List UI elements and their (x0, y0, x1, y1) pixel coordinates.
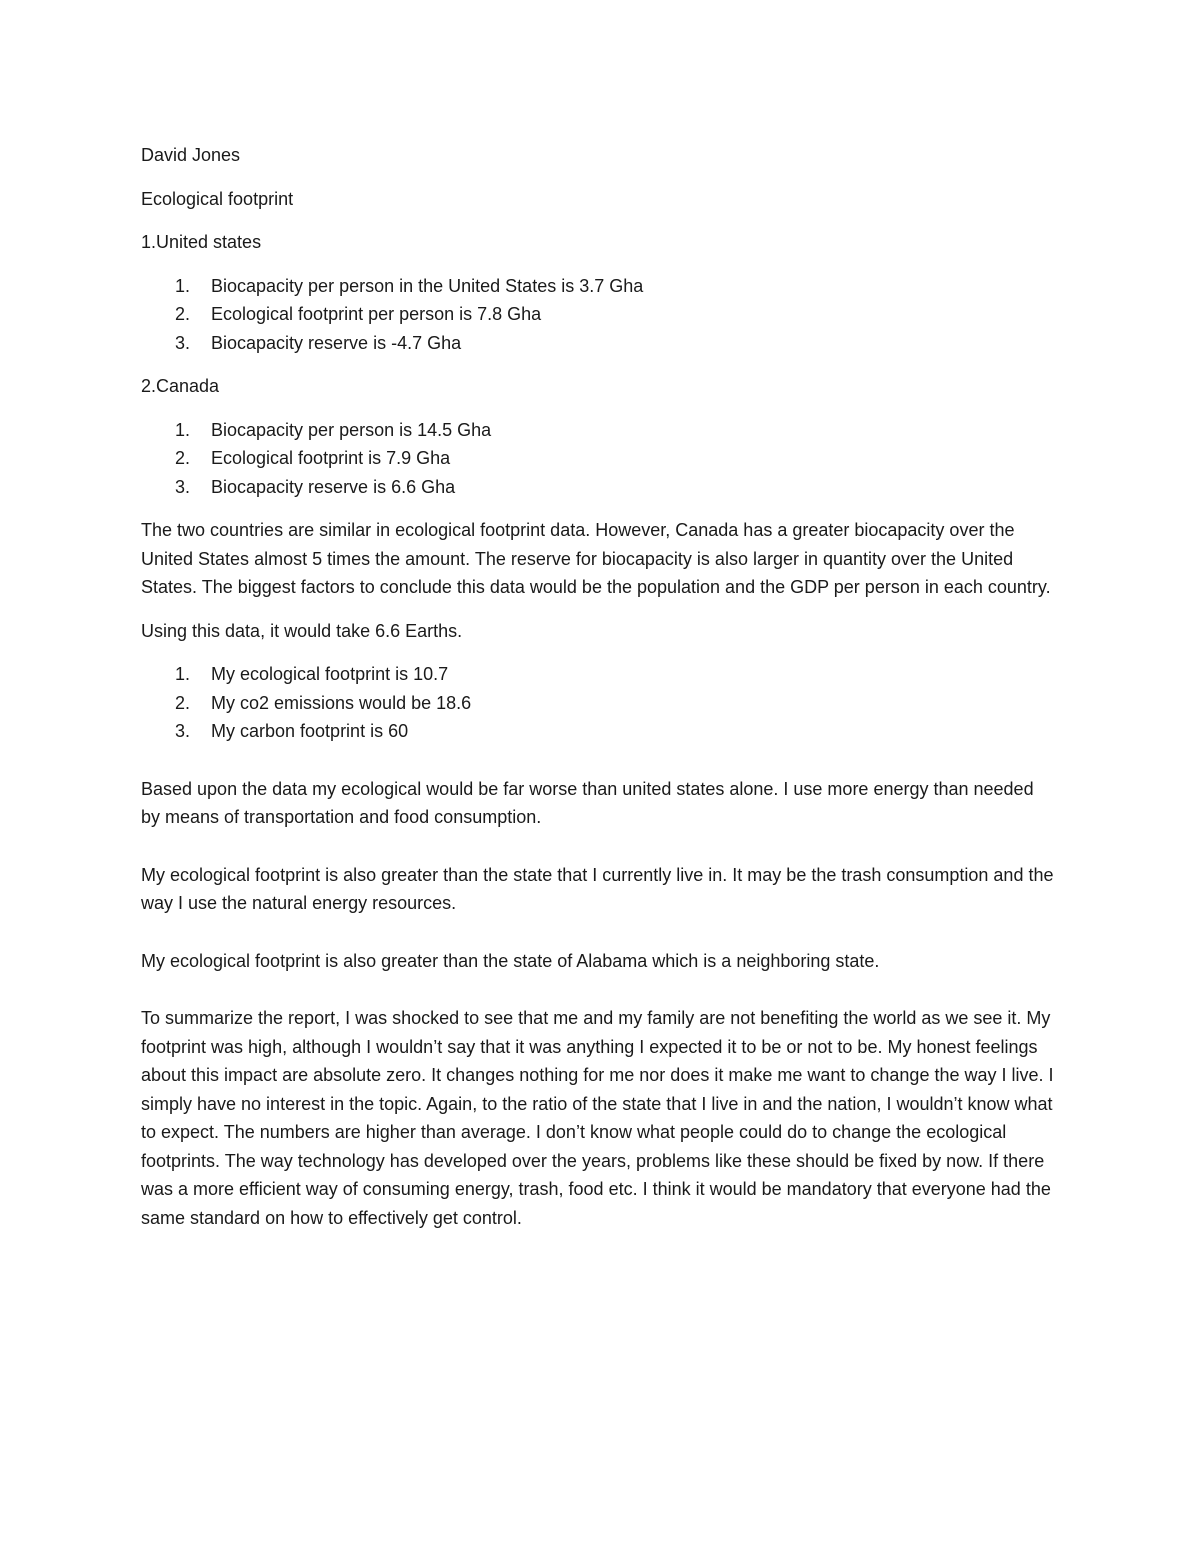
list-item-text: Biocapacity reserve is -4.7 Gha (211, 332, 462, 353)
list-item (141, 473, 1056, 502)
list-number: 3. (175, 332, 191, 353)
list-number: 2. (175, 448, 191, 468)
paragraph-state-comparison: My ecological footprint is also greater than the state that I currently live in. It may be the trash consumption and the way I use the natural energy resources. (141, 864, 1054, 913)
list-item (141, 416, 1056, 445)
list-item (141, 689, 1056, 718)
list-number: 3. (175, 721, 191, 741)
document-body (141, 141, 1056, 1247)
list-number: 1. (175, 275, 191, 296)
list-item (141, 717, 1056, 746)
section-heading-united-states: 1.United states (141, 232, 262, 252)
list-item-text: Ecological footprint is 7.9 Gha (211, 448, 451, 468)
summary-paragraph: To summarize the report, I was shocked to see that me and my family are not benefiting the world as we see it. My footprint was high, although I wouldn’t say that it was anything I expected it to be or not to be. My honest feelings about this impact are absolute zero. It changes nothing for me nor does it make me want to change the way I live. I simply have no interest in the topic. Again, to the ratio of the state that I live in and the nation, I wouldn’t know what to expect. The numbers are higher than average. I don’t know what people could do to change the ecological footprints. The way technology has developed over the years, problems like these should be fixed by now. If there was a more efficient way of consuming energy, trash, food etc. I think it would be mandatory that everyone had the same standard on how to effectively get control. (141, 1008, 1054, 1228)
personal-footprint-list (141, 660, 1056, 746)
list-item (141, 300, 1056, 329)
list-number: 2. (175, 304, 191, 324)
comparison-paragraph: The two countries are similar in ecological footprint data. However, Canada has a greater biocapacity over the United States almost 5 times the amount. The reserve for biocapacity is also larger in quantity over the United States. The biggest factors to conclude this data would be the population and the GDP per person in each country. (141, 520, 1051, 597)
list-item (141, 329, 1056, 358)
canada-stats-list (141, 416, 1056, 502)
list-item-text: Biocapacity reserve is 6.6 Gha (211, 476, 456, 497)
united-states-stats-list (141, 272, 1056, 358)
earths-sentence: Using this data, it would take 6.6 Earths. (141, 620, 463, 641)
document-title: Ecological footprint (141, 188, 294, 209)
list-item-text: Ecological footprint per person is 7.8 Gha (211, 304, 542, 324)
paragraph-worse-than-us: Based upon the data my ecological would be far worse than united states alone. I use more energy than needed by means of transportation and food consumption. (141, 778, 1034, 827)
list-number: 1. (175, 419, 191, 440)
list-item-text: Biocapacity per person is 14.5 Gha (211, 419, 492, 440)
list-item (141, 272, 1056, 301)
list-number: 3. (175, 476, 191, 497)
section-heading-canada: 2.Canada (141, 376, 220, 396)
author-name: David Jones (141, 145, 241, 165)
list-item (141, 444, 1056, 473)
list-number: 1. (175, 664, 191, 684)
list-item-text: Biocapacity per person in the United States is 3.7 Gha (211, 275, 644, 296)
paragraph-alabama-comparison: My ecological footprint is also greater than the state of Alabama which is a neighboring state. (141, 950, 880, 971)
list-item-text: My carbon footprint is 60 (211, 721, 409, 741)
list-number: 2. (175, 692, 191, 713)
list-item (141, 660, 1056, 689)
list-item-text: My co2 emissions would be 18.6 (211, 692, 472, 713)
list-item-text: My ecological footprint is 10.7 (211, 664, 449, 684)
